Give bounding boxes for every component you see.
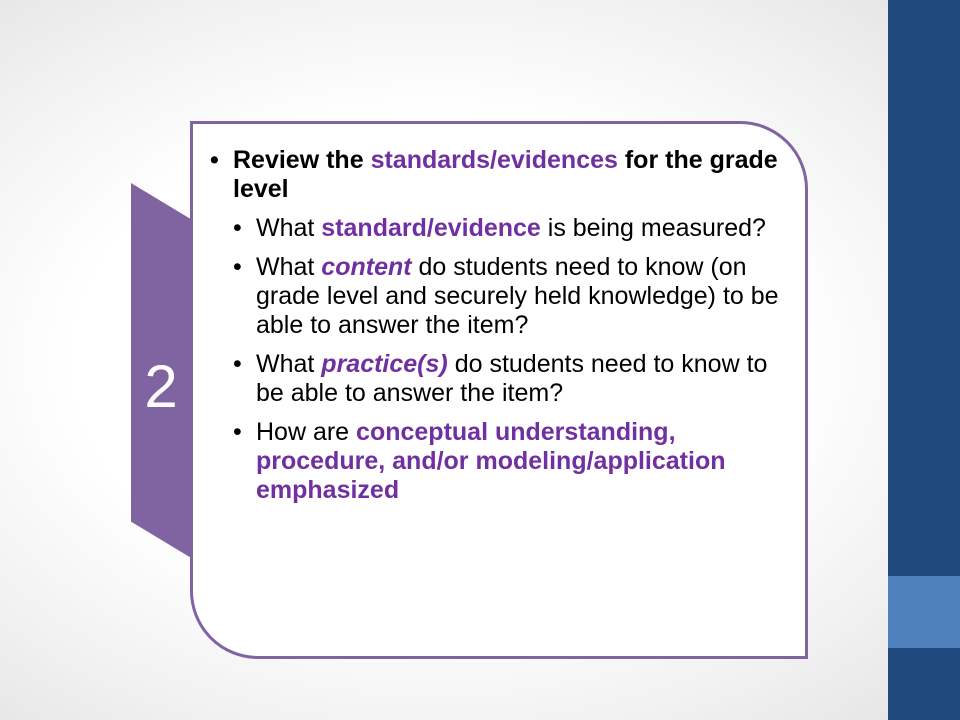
sub-bullet-highlight: conceptual understanding, procedure, and/or modeling/application emphasized [256,418,726,504]
main-bullet [210,146,800,204]
bullet-dot: • [233,214,242,242]
bullet-list [210,146,800,515]
sub-bullet-pre: What [256,214,322,242]
sub-bullet-post: do students need to know (on grade level and securely held knowledge) to be able to answer the item? [256,253,779,339]
sidebar-light-blue-block [888,576,960,648]
sub-bullet-post: do students need to know to be able to answer the item? [256,350,768,407]
sub-bullet-text [256,214,800,243]
main-bullet-text [233,146,800,204]
sub-bullet [233,350,800,408]
sub-bullet-pre: How are [256,418,357,446]
sub-bullet [233,418,800,505]
step-number: 2 [144,353,178,420]
sub-bullet-pre: What [256,350,322,378]
main-bullet-highlight: standards/evidences [370,146,618,174]
sub-bullet-text [256,253,800,340]
bullet-dot: • [233,418,242,446]
bullet-dot: • [233,350,242,378]
sub-bullet [233,253,800,340]
bullet-dot: • [210,146,219,174]
bullet-dot: • [233,253,242,281]
sub-bullet-post: is being measured? [540,214,766,242]
main-bullet-post: for the grade level [233,146,778,203]
sub-bullet-highlight: standard/evidence [321,214,541,242]
sub-bullet [233,214,800,243]
sub-bullet-pre: What [256,253,322,281]
sub-bullet-highlight: practice(s) [321,350,448,378]
sub-bullet-highlight: content [321,253,412,281]
sub-bullet-text [256,418,800,505]
main-bullet-pre: Review the [233,146,371,174]
sub-bullet-text [256,350,800,408]
